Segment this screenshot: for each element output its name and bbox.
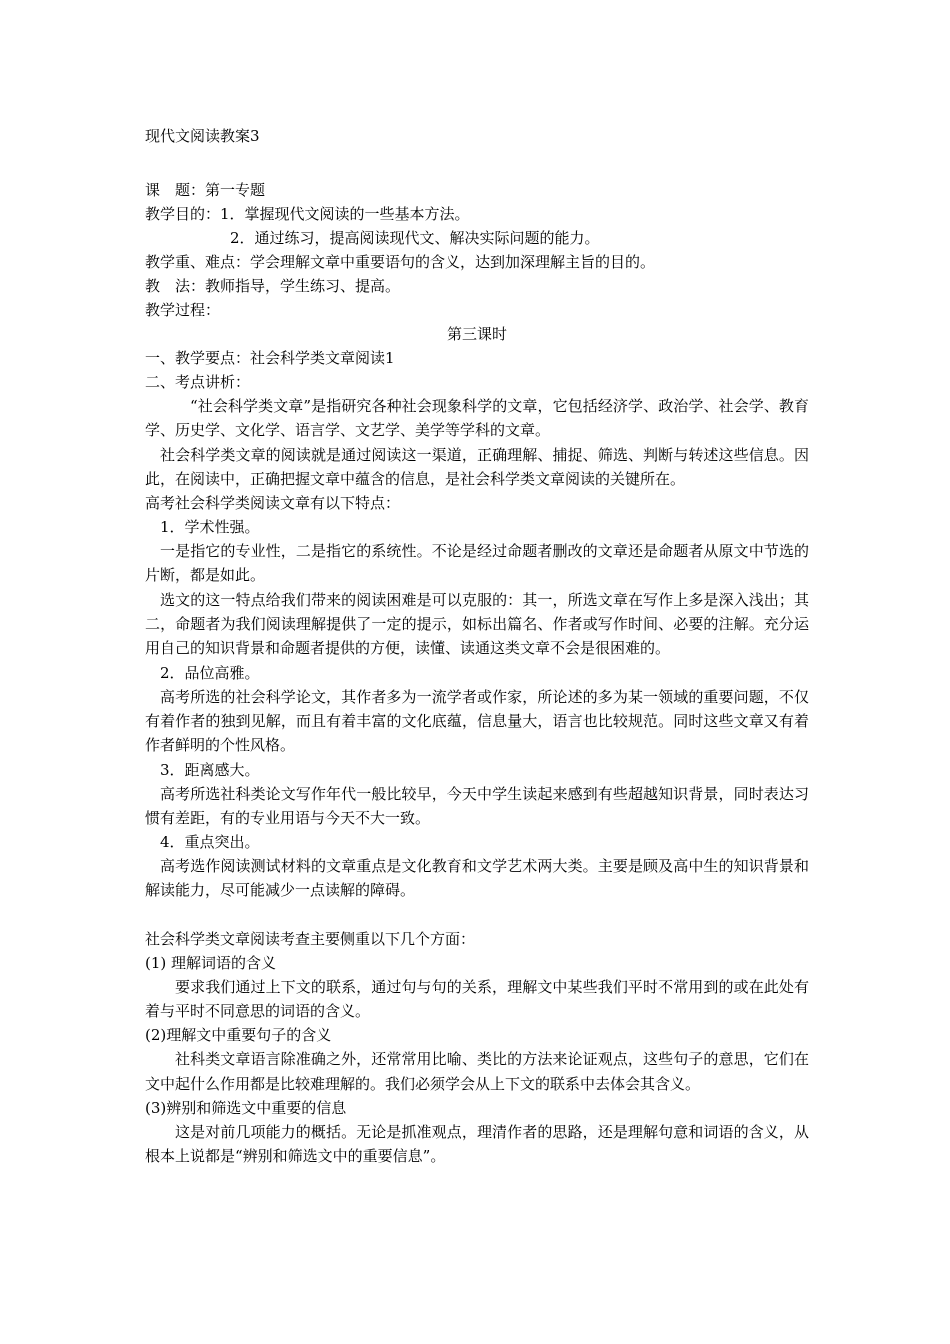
topic-line: 课 题：第一专题 — [145, 181, 266, 199]
feature-2-heading: 2．品位高雅。 — [160, 663, 260, 682]
aspect-2-paragraph: 社科类文章语言除准确之外，还常常用比喻、类比的方法来论证观点，这些句子的意思，它们在文中起什么作用都是比较难理解的。我们必须学会从上下文的联系中去体会其含义。 — [145, 1050, 809, 1093]
key-points-line: 教学重、难点：学会理解文章中重要语句的含义，达到加深理解主旨的目的。 — [145, 253, 656, 271]
goal-line-2: 2．通过练习，提高阅读现代文、解决实际问题的能力。 — [230, 229, 600, 247]
aspect-1-heading: (1) 理解词语的含义 — [145, 953, 277, 972]
aspect-2-heading: (2)理解文中重要句子的含义 — [145, 1026, 332, 1045]
document-body — [145, 124, 809, 1169]
aspect-3-heading: (3)辨别和筛选文中重要的信息 — [145, 1098, 347, 1117]
lesson-heading: 第三课时 — [446, 325, 507, 343]
aspect-1-paragraph: 要求我们通过上下文的联系，通过句与句的关系，理解文中某些我们平时不常用到的或在此处有着与平时不同意思的词语的含义。 — [145, 977, 809, 1021]
feature-1-paragraph-1: 一是指它的专业性，二是指它的系统性。不论是经过命题者删改的文章还是命题者从原文中节选的片断，都是如此。 — [145, 542, 809, 585]
feature-1-heading: 1．学术性强。 — [160, 518, 260, 537]
feature-3-paragraph: 高考所选社科类论文写作年代一般比较早，今天中学生读起来感到有些超越知识背景，同时表达习惯有差距，有的专业用语与今天不大一致。 — [145, 784, 809, 827]
features-intro: 高考社会科学类阅读文章有以下特点： — [145, 494, 401, 513]
method-line: 教 法：教师指导，学生练习、提高。 — [145, 277, 401, 295]
feature-4-heading: 4．重点突出。 — [160, 833, 260, 852]
feature-3-heading: 3．距离感大。 — [160, 760, 260, 779]
exam-focus-intro: 社会科学类文章阅读考查主要侧重以下几个方面： — [145, 929, 476, 948]
process-line: 教学过程： — [145, 301, 221, 319]
feature-2-paragraph: 高考所选的社会科学论文，其作者多为一流学者或作家，所论述的多为某一领域的重要问题，不仅有着作者的独到见解，而且有着丰富的文化底蕴，信息量大，语言也比较规范。同时这些文章又有着作者鲜明的个性风格。 — [145, 687, 809, 755]
section-2-heading: 二、考点讲析： — [145, 373, 251, 391]
aspect-3-paragraph: 这是对前几项能力的概括。无论是抓准观点，理清作者的思路，还是理解句意和词语的含义，从根本上说都是“辨别和筛选文中的重要信息”。 — [145, 1122, 809, 1166]
doc-title: 现代文阅读教案3 — [145, 127, 260, 145]
section-1-heading: 一、教学要点：社会科学类文章阅读1 — [145, 349, 395, 367]
goal-line-1: 教学目的：1．掌握现代文阅读的一些基本方法。 — [145, 205, 470, 223]
feature-4-paragraph: 高考选作阅读测试材料的文章重点是文化教育和文学艺术两大类。主要是顾及高中生的知识背景和解读能力，尽可能减少一点读解的障碍。 — [145, 857, 809, 900]
reading-paragraph: 社会科学类文章的阅读就是通过阅读这一渠道，正确理解、捕捉、筛选、判断与转述这些信息。因此，在阅读中，正确把握文章中蕴含的信息，是社会科学类文章阅读的关键所在。 — [145, 445, 809, 488]
definition-paragraph: “社会科学类文章”是指研究各种社会现象科学的文章，它包括经济学、政治学、社会学、教育学、历史学、文化学、语言学、文艺学、美学等学科的文章。 — [145, 397, 809, 440]
feature-1-paragraph-2: 选文的这一特点给我们带来的阅读困难是可以克服的：其一，所选文章在写作上多是深入浅出；其二，命题者为我们阅读理解提供了一定的提示，如标出篇名、作者或写作时间、必要的注解。充分运用自己的知识背景和命题者提供的方便，读懂、读通这类文章不会是很困难的。 — [145, 590, 809, 658]
